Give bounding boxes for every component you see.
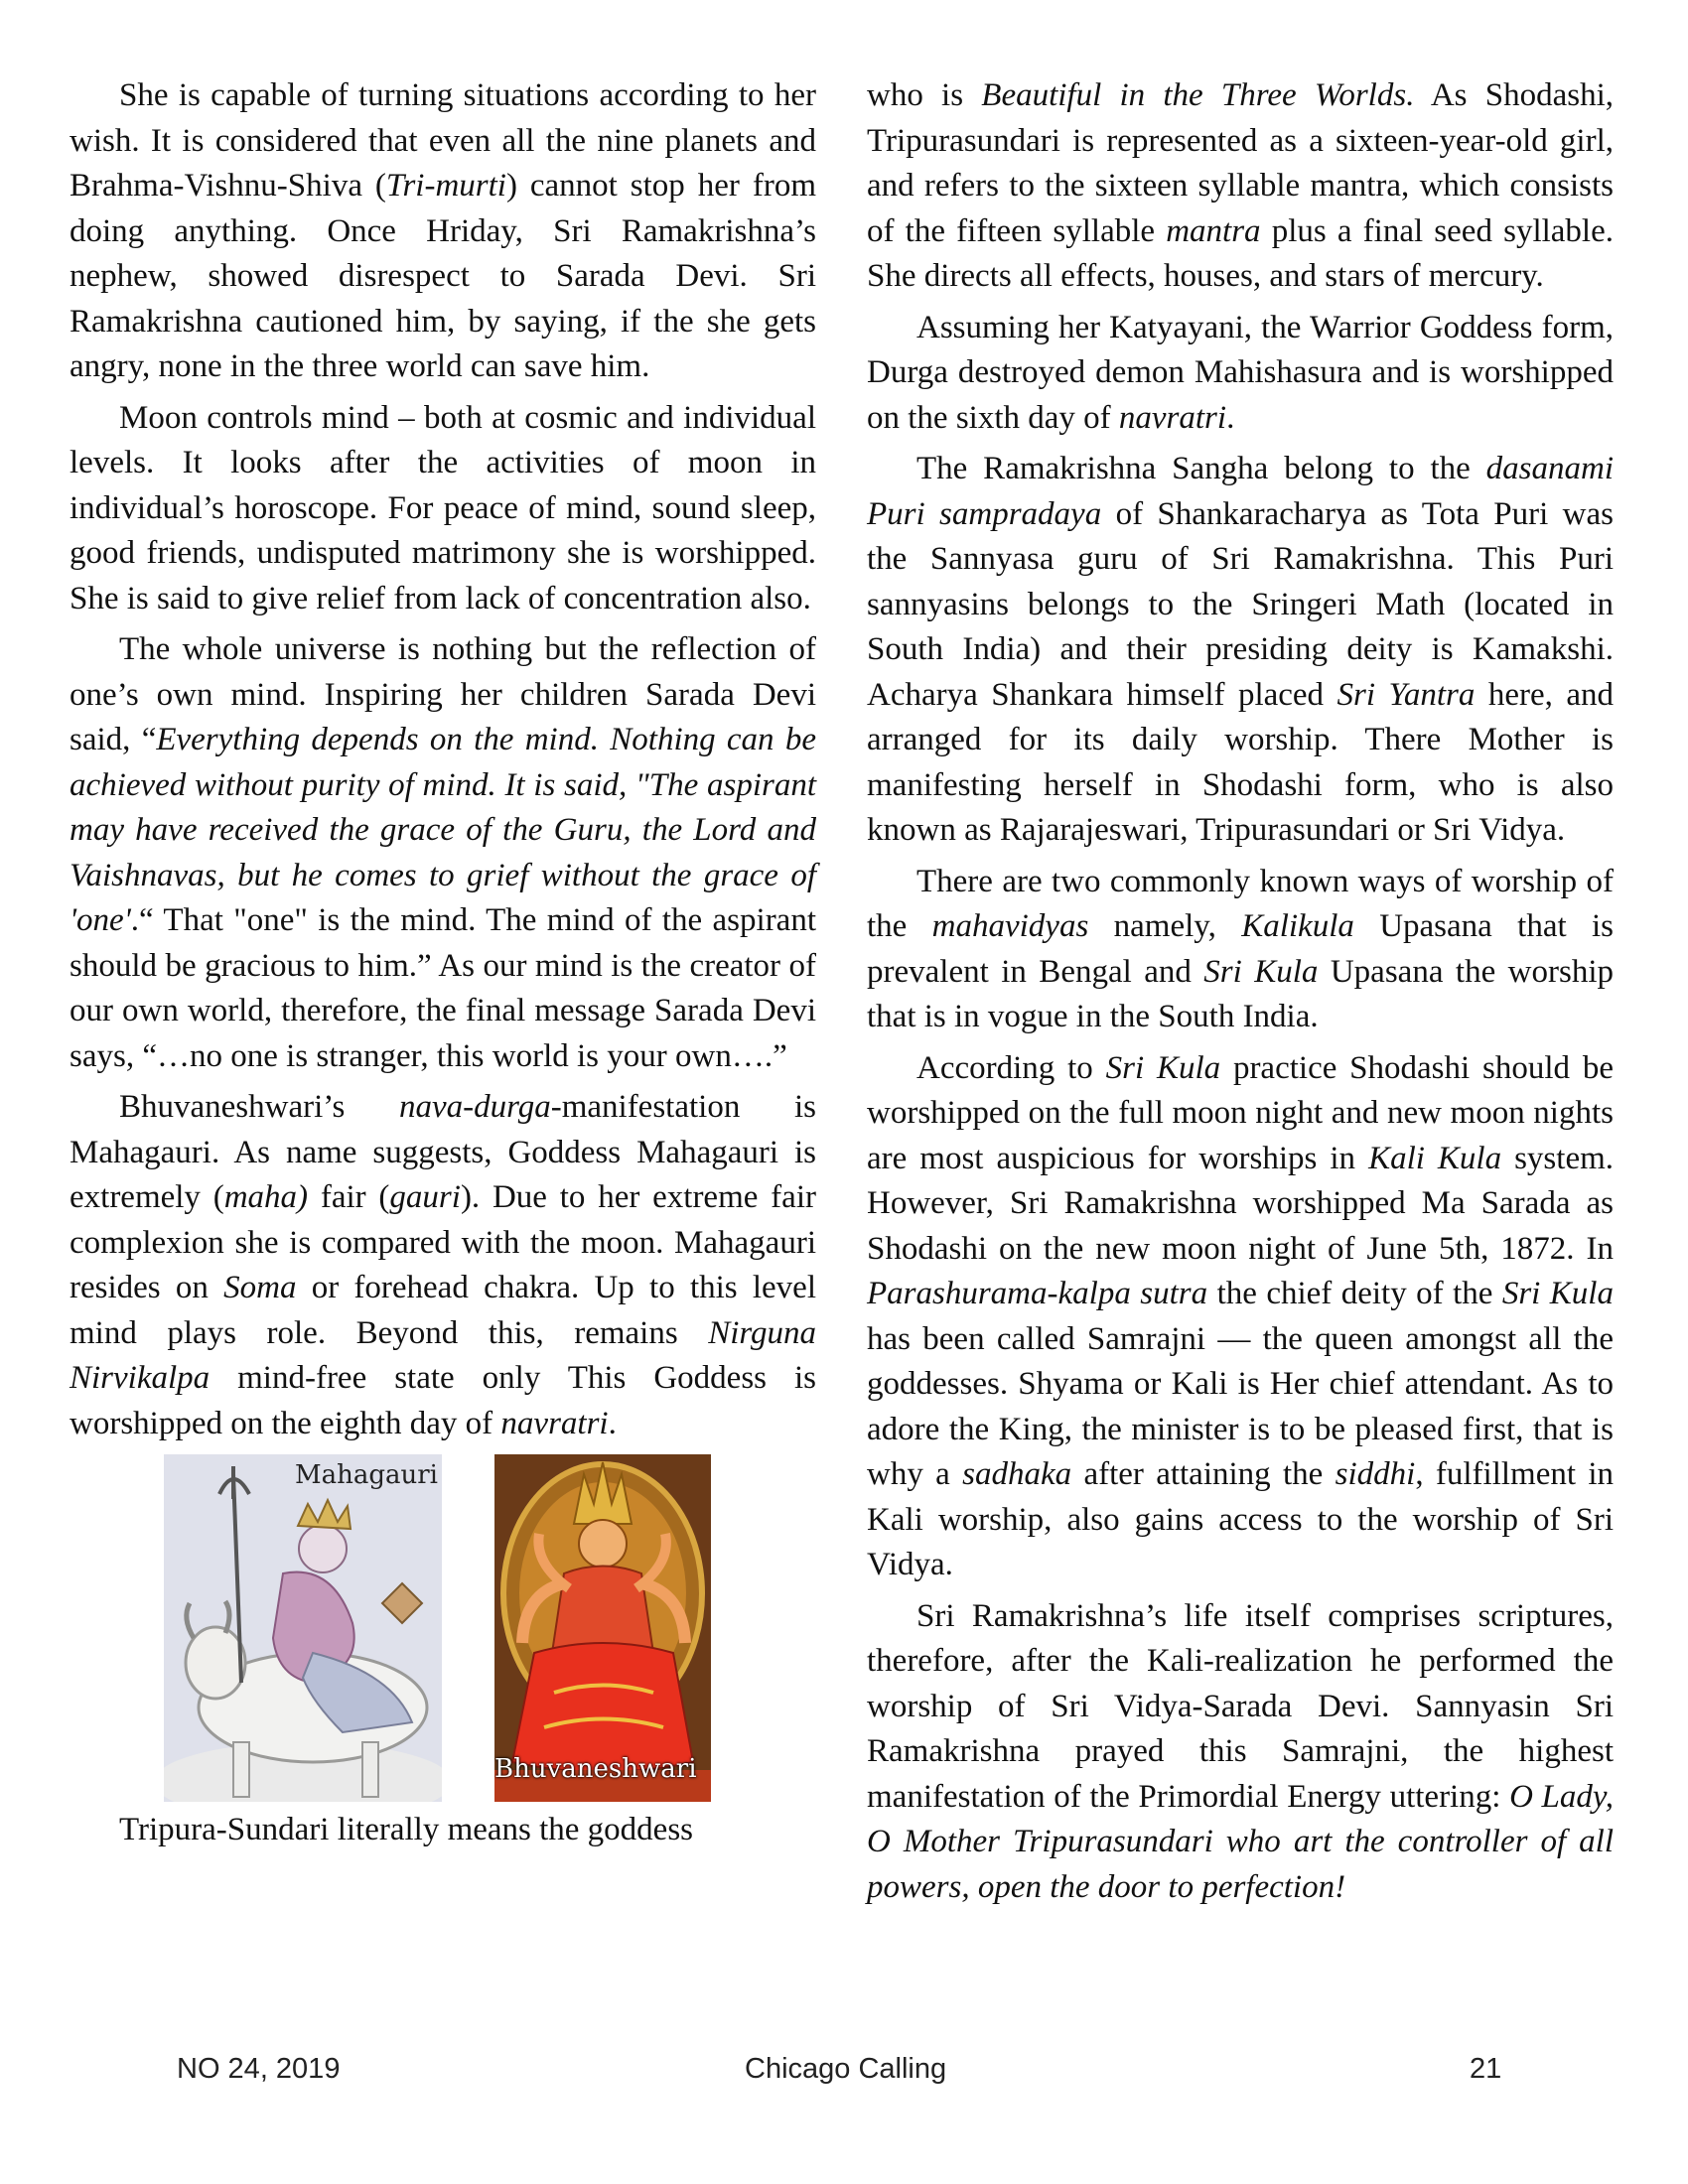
paragraph: The whole universe is nothing but the reflection of one’s own mind. Inspiring her children Sarada Devi said, “Everything depends on the mind. Nothing can be achieved without purity of mind. It is said, "The aspirant may have received the grace of the Guru, the Lord and Vaishnavas, but he comes to grief without the grace of 'one'.“ That "one" is the mind. The mind of the aspirant should be gracious to him.” As our mind is the creator of our own world, therefore, the final message Sarada Devi says, “…no one is stranger, this world is your own….” — [70, 631, 816, 1074]
paragraph: who is Beautiful in the Three Worlds. As Shodashi, Tripurasundari is represented as a sixteen-year-old girl, and refers to the sixteen syllable mantra, which consists of the fifteen syllable mantra plus a final seed syllable. She directs all effects, houses, and stars of mercury. — [867, 77, 1615, 294]
page-number: 21 — [1470, 2053, 1502, 2085]
left-column — [70, 73, 816, 1853]
mahagauri-label: Mahagauri — [294, 1460, 438, 1490]
page-footer — [0, 2053, 1688, 2093]
footer-publication: Chicago Calling — [745, 2053, 947, 2085]
paragraph: Assuming her Katyayani, the Warrior Goddess form, Durga destroyed demon Mahishasura and is worshipped on the sixth day of navratri. — [867, 309, 1614, 436]
bhuvaneshwari-label: Bhuvaneshwari — [494, 1754, 697, 1784]
mahagauri-image — [164, 1454, 442, 1802]
figures-row — [70, 1454, 816, 1802]
paragraph: Moon controls mind – both at cosmic and individual levels. It looks after the activities of moon in individual’s horoscope. For peace of mind, sound sleep, good friends, undisputed matrimony she is worshipped. She is said to give relief from lack of concentration also. — [70, 399, 816, 616]
paragraph: She is capable of turning situations according to her wish. It is considered that even all the nine planets and Brahma-Vishnu-Shiva (Tri-murti) cannot stop her from doing anything. Once Hriday, Sri Ramakrishna’s nephew, showed disrespect to Sarada Devi. Sri Ramakrishna cautioned him, by saying, if the she gets angry, none in the three world can save him. — [70, 77, 816, 384]
paragraph: There are two commonly known ways of worship of the mahavidyas namely, Kalikula Upasana that is prevalent in Bengal and Sri Kula Upasana the worship that is in vogue in the South India. — [867, 863, 1614, 1034]
paragraph: According to Sri Kula practice Shodashi should be worshipped on the full moon night and new moon nights are most auspicious for worships in Kali Kula system. However, Sri Ramakrishna worshipped Ma Sarada as Shodashi on the new moon night of June 5th, 1872. In Parashurama-kalpa sutra the chief deity of the Sri Kula has been called Samrajni — the queen amongst all the goddesses. Shyama or Kali is Her chief attendant. As to adore the King, the minister is to be pleased first, that is why a sadhaka after attaining the siddhi, fulfillment in Kali worship, also gains access to the worship of Sri Vidya. — [867, 1049, 1615, 1582]
bhuvaneshwari-image — [494, 1454, 711, 1802]
mahagauri-illustration — [164, 1454, 442, 1802]
paragraph: Bhuvaneshwari’s nava-durga-manifestation is Mahagauri. As name suggests, Goddess Mahagauri is extremely (maha) fair (gauri). Due to her extreme fair complexion she is compared with the moon. Mahagauri resides on Soma or forehead chakra. Up to this level mind plays role. Beyond this, remains Nirguna Nirvikalpa mind-free state only This Goddess is worshipped on the eighth day of navratri. — [70, 1089, 816, 1441]
paragraph: Tripura-Sundari literally means the goddess — [119, 1812, 694, 1847]
paragraph: Sri Ramakrishna’s life itself comprises scriptures, therefore, after the Kali-realization he performed the worship of Sri Vidya-Sarada Devi. Sannyasin Sri Ramakrishna prayed this Samrajni, the highest manifestation of the Primordial Energy uttering: O Lady, O Mother Tripurasundari who art the controller of all powers, open the door to perfection! — [867, 1597, 1614, 1905]
right-column — [867, 73, 1614, 1910]
paragraph: The Ramakrishna Sangha belong to the dasanami Puri sampradaya of Shankaracharya as Tota Puri was the Sannyasa guru of Sri Ramakrishna. This Puri sannyasins belongs to the Sringeri Math (located in South India) and their presiding deity is Kamakshi. Acharya Shankara himself placed Sri Yantra here, and arranged for its daily worship. There Mother is manifesting herself in Shodashi form, who is also known as Rajarajeswari, Tripurasundari or Sri Vidya. — [867, 451, 1614, 848]
footer-issue: NO 24, 2019 — [177, 2053, 341, 2085]
bhuvaneshwari-illustration — [494, 1454, 711, 1802]
